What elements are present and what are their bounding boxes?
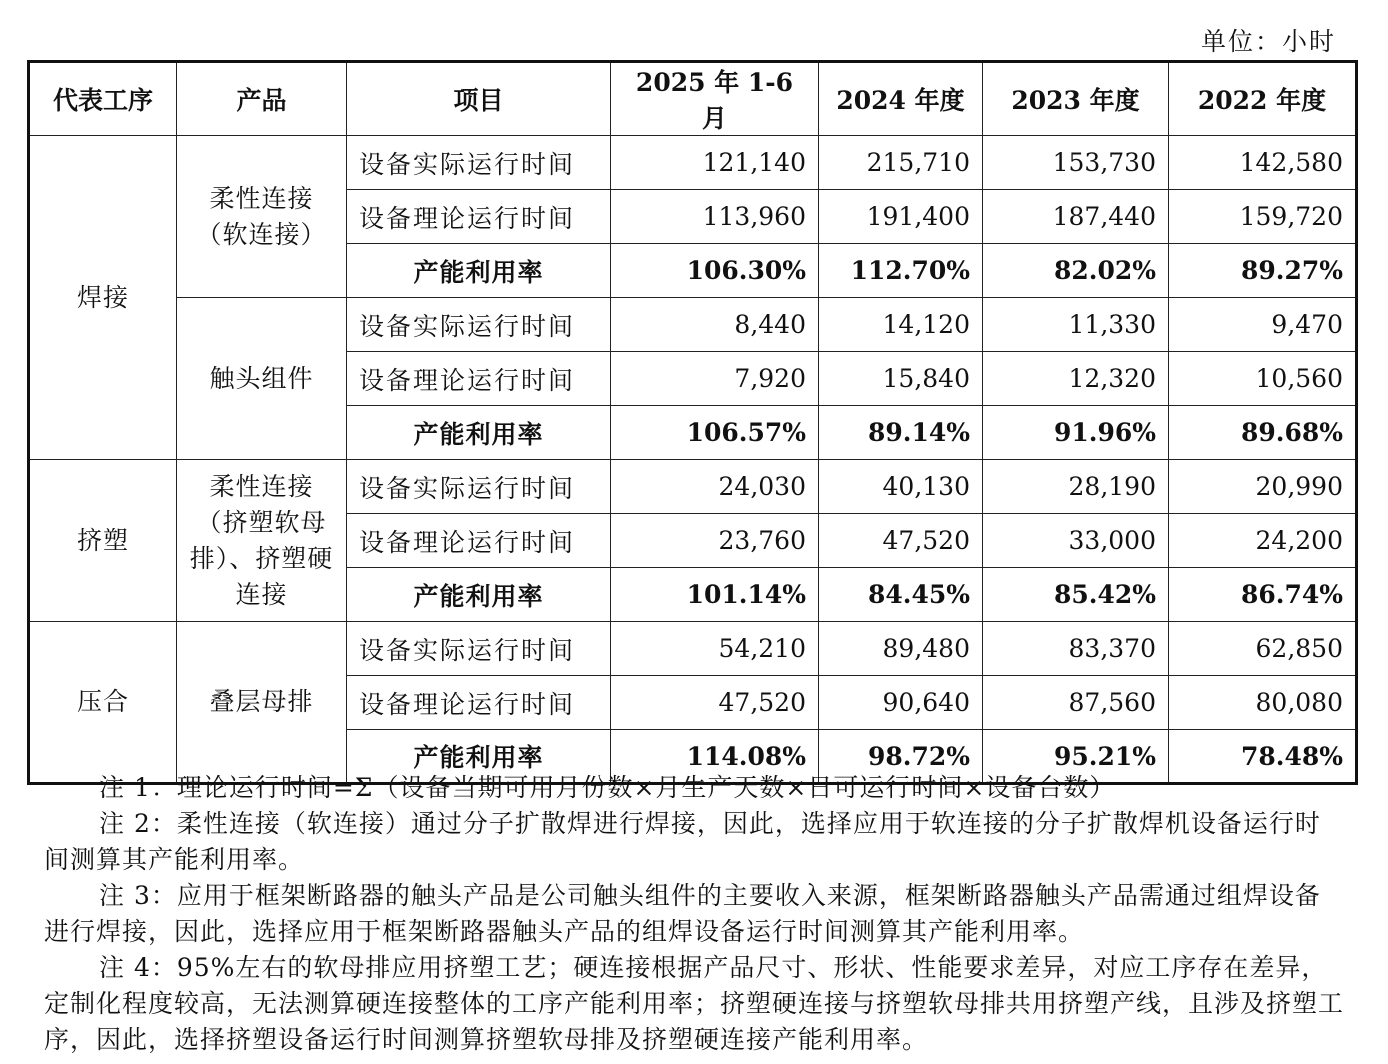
hours-value: 20,990 [1169, 460, 1357, 514]
process-cell: 压合 [29, 622, 177, 784]
utilization-rate-value: 85.42% [983, 568, 1169, 622]
hours-value: 11,330 [983, 298, 1169, 352]
utilization-rate-value: 91.96% [983, 406, 1169, 460]
hours-value: 33,000 [983, 514, 1169, 568]
footnote: 注 3：应用于框架断路器的触头产品是公司触头组件的主要收入来源，框架断路器触头产品需通过组焊设备进行焊接，因此，选择应用于框架断路器触头产品的组焊设备运行时间测算其产能利用率。 [44, 881, 1321, 946]
item-cell: 设备实际运行时间 [347, 136, 611, 190]
footnotes [44, 770, 1344, 1058]
utilization-rate-value: 82.02% [983, 244, 1169, 298]
table-row [29, 136, 1357, 190]
footnote: 注 4：95%左右的软母排应用挤塑工艺；硬连接根据产品尺寸、形状、性能要求差异，对应工序存在差异，定制化程度较高，无法测算硬连接整体的工序产能利用率；挤塑硬连接与挤塑软母排共用挤塑产线，且涉及挤塑工序，因此，选择挤塑设备运行时间测算挤塑软母排及挤塑硬连接产能利用率。 [44, 953, 1345, 1054]
hours-value: 10,560 [1169, 352, 1357, 406]
hours-value: 9,470 [1169, 298, 1357, 352]
header-item: 项目 [347, 62, 611, 136]
utilization-rate-value: 101.14% [611, 568, 819, 622]
process-cell: 挤塑 [29, 460, 177, 622]
hours-value: 28,190 [983, 460, 1169, 514]
header-product: 产品 [177, 62, 347, 136]
hours-value: 12,320 [983, 352, 1169, 406]
table-row [29, 298, 1357, 352]
hours-value: 87,560 [983, 676, 1169, 730]
item-cell: 设备实际运行时间 [347, 460, 611, 514]
utilization-rate-label: 产能利用率 [347, 730, 611, 784]
table-row [29, 460, 1357, 514]
utilization-rate-value: 106.30% [611, 244, 819, 298]
header-2025h1: 2025 年 1-6 月 [611, 62, 819, 136]
hours-value: 215,710 [819, 136, 983, 190]
item-cell: 设备理论运行时间 [347, 514, 611, 568]
utilization-rate-value: 89.27% [1169, 244, 1357, 298]
hours-value: 47,520 [611, 676, 819, 730]
header-process: 代表工序 [29, 62, 177, 136]
product-cell: 触头组件 [177, 298, 347, 460]
table-header-row [29, 62, 1357, 136]
utilization-rate-label: 产能利用率 [347, 406, 611, 460]
header-2024: 2024 年度 [819, 62, 983, 136]
utilization-rate-label: 产能利用率 [347, 568, 611, 622]
item-cell: 设备理论运行时间 [347, 352, 611, 406]
header-2022: 2022 年度 [1169, 62, 1357, 136]
item-cell: 设备实际运行时间 [347, 622, 611, 676]
unit-label: 单位：小时 [1200, 27, 1336, 56]
hours-value: 113,960 [611, 190, 819, 244]
hours-value: 15,840 [819, 352, 983, 406]
hours-value: 14,120 [819, 298, 983, 352]
footnote: 注 1：理论运行时间=Σ（设备当期可用月份数×月生产天数×日可运行时间×设备台数） [99, 773, 1116, 802]
hours-value: 191,400 [819, 190, 983, 244]
utilization-rate-value: 114.08% [611, 730, 819, 784]
hours-value: 80,080 [1169, 676, 1357, 730]
hours-value: 62,850 [1169, 622, 1357, 676]
hours-value: 83,370 [983, 622, 1169, 676]
hours-value: 121,140 [611, 136, 819, 190]
utilization-rate-value: 98.72% [819, 730, 983, 784]
item-cell: 设备理论运行时间 [347, 190, 611, 244]
hours-value: 24,030 [611, 460, 819, 514]
footnote: 注 2：柔性连接（软连接）通过分子扩散焊进行焊接，因此，选择应用于软连接的分子扩散焊机设备运行时间测算其产能利用率。 [44, 809, 1321, 874]
utilization-rate-value: 112.70% [819, 244, 983, 298]
process-cell: 焊接 [29, 136, 177, 460]
utilization-rate-value: 95.21% [983, 730, 1169, 784]
hours-value: 47,520 [819, 514, 983, 568]
utilization-rate-label: 产能利用率 [347, 244, 611, 298]
hours-value: 89,480 [819, 622, 983, 676]
product-cell: 柔性连接（软连接） [177, 136, 347, 298]
product-cell: 叠层母排 [177, 622, 347, 784]
table-body [29, 136, 1357, 784]
table-row [29, 622, 1357, 676]
hours-value: 142,580 [1169, 136, 1357, 190]
hours-value: 40,130 [819, 460, 983, 514]
utilization-rate-value: 78.48% [1169, 730, 1357, 784]
hours-value: 90,640 [819, 676, 983, 730]
item-cell: 设备理论运行时间 [347, 676, 611, 730]
utilization-rate-value: 89.68% [1169, 406, 1357, 460]
hours-value: 153,730 [983, 136, 1169, 190]
product-cell: 柔性连接（挤塑软母排）、挤塑硬连接 [177, 460, 347, 622]
hours-value: 54,210 [611, 622, 819, 676]
hours-value: 23,760 [611, 514, 819, 568]
utilization-rate-value: 89.14% [819, 406, 983, 460]
hours-value: 159,720 [1169, 190, 1357, 244]
hours-value: 24,200 [1169, 514, 1357, 568]
utilization-rate-value: 106.57% [611, 406, 819, 460]
hours-value: 7,920 [611, 352, 819, 406]
hours-value: 8,440 [611, 298, 819, 352]
item-cell: 设备实际运行时间 [347, 298, 611, 352]
utilization-rate-value: 84.45% [819, 568, 983, 622]
capacity-utilization-table [27, 60, 1358, 785]
hours-value: 187,440 [983, 190, 1169, 244]
utilization-rate-value: 86.74% [1169, 568, 1357, 622]
header-2023: 2023 年度 [983, 62, 1169, 136]
